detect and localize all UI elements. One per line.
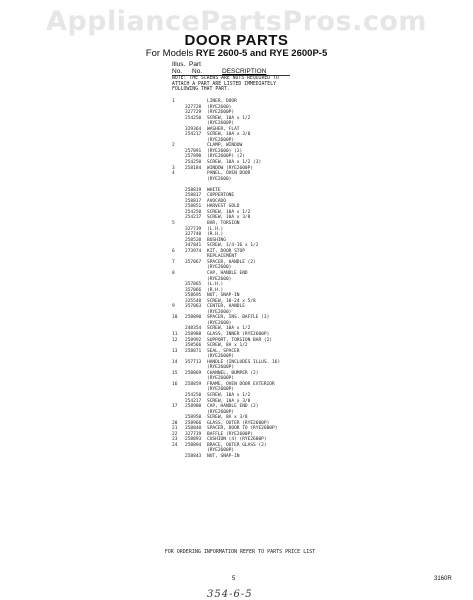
part-description: (R.H.) [207, 287, 224, 293]
part-number: 258950 [185, 415, 202, 421]
part-description: SPACER, DOOR TO (RYE2600P) [207, 426, 278, 432]
illus-number: 7 [172, 259, 175, 265]
illus-number: 13 [172, 348, 178, 354]
models-subtitle [0, 48, 473, 59]
part-number: 254250 [185, 160, 202, 166]
part-number: 327739 [185, 226, 202, 232]
part-description: CENTER, HANDLE [207, 304, 245, 310]
part-number: 257890 [185, 154, 202, 160]
part-number: 325548 [185, 298, 202, 304]
part-number: 327728 [185, 104, 202, 110]
part-description: (RYE2600P) [207, 409, 235, 415]
part-description: GLASS, INNER (RYE2600P) [207, 331, 270, 337]
illus-number: 22 [172, 431, 178, 437]
part-description: AVOCADO [207, 198, 226, 204]
part-description: (RYE2600P) [207, 448, 235, 454]
part-description: (RYE2600P) (2) [207, 154, 245, 160]
part-description: SCREW, 10A x 3/8 [207, 398, 251, 404]
part-description: SPACER, HANDLE (2) [207, 259, 256, 265]
parts-row [172, 454, 302, 460]
illus-number: 12 [172, 337, 178, 343]
part-number: 258817 [185, 193, 202, 199]
watermark: AppliancePartsPros.com [45, 6, 428, 37]
illus-number: 9 [172, 304, 175, 310]
illus-number: 20 [172, 420, 178, 426]
header-no-2: No. [192, 68, 203, 75]
part-number: 273974 [185, 248, 202, 254]
part-description: (RYE2600P) [207, 137, 235, 143]
illus-number: 8 [172, 270, 175, 276]
page-title: DOOR PARTS [184, 32, 289, 49]
part-number: 258890 [185, 315, 202, 321]
part-number: 258894 [185, 442, 202, 448]
part-description: (RYE2600) [207, 276, 232, 282]
part-description: LINER, DOOR [207, 99, 237, 104]
part-description: WINDOW (RYE2600P) [207, 165, 254, 171]
part-description: SCREW, 10A x 3/8 [207, 132, 251, 138]
illus-number: 4 [172, 171, 175, 177]
part-number: 258843 [185, 454, 202, 459]
part-description: COPPERTONE [207, 193, 235, 199]
header-no-1: No. [172, 68, 183, 75]
part-description: CHANNEL, BUMPER (2) [207, 370, 259, 376]
part-number: 254217 [185, 132, 202, 138]
part-number: 327739 [185, 431, 202, 437]
part-number: 254217 [185, 398, 202, 404]
illus-number: 5 [172, 221, 175, 227]
part-description: SEAL, SPACER [207, 348, 240, 354]
part-description: (RYE2600P) [207, 354, 235, 360]
part-description: PANEL, OVEN DOOR [207, 171, 251, 177]
part-number: 258966 [185, 420, 202, 426]
part-number: 258695 [185, 293, 202, 299]
illus-number: 1 [172, 99, 175, 104]
part-number: 258980 [185, 404, 202, 410]
illus-number: 17 [172, 404, 178, 410]
column-header-bottom [172, 68, 287, 75]
part-description: SCREW, 10-24 x 5/8 [207, 298, 256, 304]
illus-number: 3 [172, 165, 175, 171]
part-description: NUT, SNAP-IN [207, 293, 240, 299]
part-number: 358566 [185, 343, 202, 349]
part-number: 257891 [185, 148, 202, 154]
part-description: SCREW, 10A x 1/2 [207, 326, 251, 332]
part-number: 258840 [185, 426, 202, 432]
illus-number: 15 [172, 370, 178, 376]
header-description: DESCRIPTION [222, 68, 267, 75]
part-number: 357065 [185, 282, 202, 288]
part-description: CUSHION (4) (RYE2600P) [207, 437, 267, 443]
part-description: (RYE2600) [207, 265, 232, 271]
illus-number: 2 [172, 143, 175, 149]
part-number: 258817 [185, 198, 202, 204]
part-number: 258992 [185, 337, 202, 343]
part-description: (RYE2600P) [207, 376, 235, 382]
part-description: BUSHING [207, 237, 226, 243]
part-number: 254217 [185, 215, 202, 221]
part-number: 248354 [185, 326, 202, 332]
part-description: FRAME, OVEN DOOR EXTERIOR [207, 381, 275, 387]
part-number: 258869 [185, 370, 202, 376]
part-description: (RYE2600) (2) [207, 148, 243, 154]
illus-number: 24 [172, 442, 178, 448]
subtitle-models: RYE 2600-5 and RYE 2600P-5 [195, 48, 328, 59]
part-description: BRACE, OUTER GLASS (2) [207, 442, 267, 448]
part-number: 357067 [185, 259, 202, 265]
part-description: CLAMP, WINDOW [207, 143, 243, 149]
document-number: 3160R [434, 576, 452, 582]
part-description: SCREW, 10A x 1/2 [207, 392, 251, 398]
part-number: 254250 [185, 392, 202, 398]
parts-list [172, 99, 302, 460]
part-number: 258520 [185, 237, 202, 243]
illus-number: 11 [172, 331, 178, 337]
part-description: (RYE2600P) [207, 121, 235, 127]
part-description: (RYE2600P) [207, 387, 235, 393]
part-description: (R.H.) [207, 232, 224, 238]
part-description: (RYE2600) [207, 104, 232, 110]
part-number: 258184 [185, 165, 202, 171]
part-description: WASHER, FLAT [207, 126, 240, 132]
illus-number: 16 [172, 381, 178, 387]
part-description: HANDLE (INCLUDES ILLUS. 16) [207, 359, 281, 365]
part-description: SCREW, 8A x 1/2 [207, 343, 248, 349]
part-description: HARVEST GOLD [207, 204, 240, 210]
part-description: SUPPORT, TORSION BAR (2) [207, 337, 273, 343]
part-number: 327740 [185, 232, 202, 238]
part-description: SCREW, 8A x 3/8 [207, 415, 248, 421]
part-description: SPACER, INS. BAFFLE (3) [207, 315, 270, 321]
part-description: BAFFLE (RYE2600P) [207, 431, 254, 437]
ordering-footer: FOR ORDERING INFORMATION REFER TO PARTS PRICE LIST [164, 549, 316, 555]
part-description: (RYE2600P) [207, 110, 235, 116]
part-number: 258988 [185, 331, 202, 337]
part-number: 357713 [185, 359, 202, 365]
page-number: 5 [232, 576, 236, 582]
part-number: 258851 [185, 204, 202, 210]
illus-number: 6 [172, 248, 175, 254]
part-number: 258819 [185, 187, 202, 193]
part-description: BAR, TORSION [207, 221, 240, 227]
part-description: (RYE2600) [207, 176, 232, 182]
part-number: 258893 [185, 437, 202, 443]
handwritten-note: 354-6-5 [207, 589, 253, 600]
part-number: 357066 [185, 287, 202, 293]
illus-number: 21 [172, 426, 178, 432]
part-description: CAP, HANDLE END (2) [207, 404, 259, 410]
part-number: 327729 [185, 110, 202, 116]
header-part: Part [189, 61, 201, 68]
part-description: SCREW, 10A x 1/2 (3) [207, 160, 262, 166]
part-description: NUT, SNAP-IN [207, 454, 240, 459]
part-description: GLASS, OUTER (RYE2600P) [207, 420, 270, 426]
illus-number: 14 [172, 359, 178, 365]
part-description: (RYE2600P) [207, 365, 235, 371]
part-description: SCREW, 1/4-16 x 1/2 [207, 243, 259, 249]
part-description: REPLACEMENT [207, 254, 237, 260]
part-number: 347841 [185, 243, 202, 249]
note-text: NOTE: THE SCREWS ARE NUTS REQUIRED TO ATTACH A PART ARE LISTED IMMEDIATELY FOLLOWING THAT PART. [172, 76, 279, 93]
part-description: CAP, HANDLE END [207, 270, 248, 276]
illus-number: 23 [172, 437, 178, 443]
part-number: 329364 [185, 126, 202, 132]
illus-number: 10 [172, 315, 178, 321]
header-illus: Illus. [172, 61, 186, 68]
part-number: 258859 [185, 381, 202, 387]
part-description: KIT, DOOR STOP [207, 248, 245, 254]
part-number: 254250 [185, 115, 202, 121]
part-description: (RYE2600) [207, 309, 232, 315]
part-description: SCREW, 10A x 1/2 [207, 115, 251, 121]
part-description: (RYE2600) [207, 320, 232, 326]
part-number: 357063 [185, 304, 202, 310]
illus-number [172, 454, 185, 460]
part-number: 258871 [185, 348, 202, 354]
subtitle-prefix: For Models [145, 48, 196, 59]
part-description: (L.H.) [207, 226, 224, 232]
part-description: SCREW, 10A x 3/8 [207, 215, 251, 221]
column-header-top [172, 61, 201, 68]
part-description: WHITE [207, 187, 221, 193]
part-description: SCREW, 10A x 1/2 [207, 209, 251, 215]
part-number: 254250 [185, 209, 202, 215]
part-description: (L.H.) [207, 282, 224, 288]
